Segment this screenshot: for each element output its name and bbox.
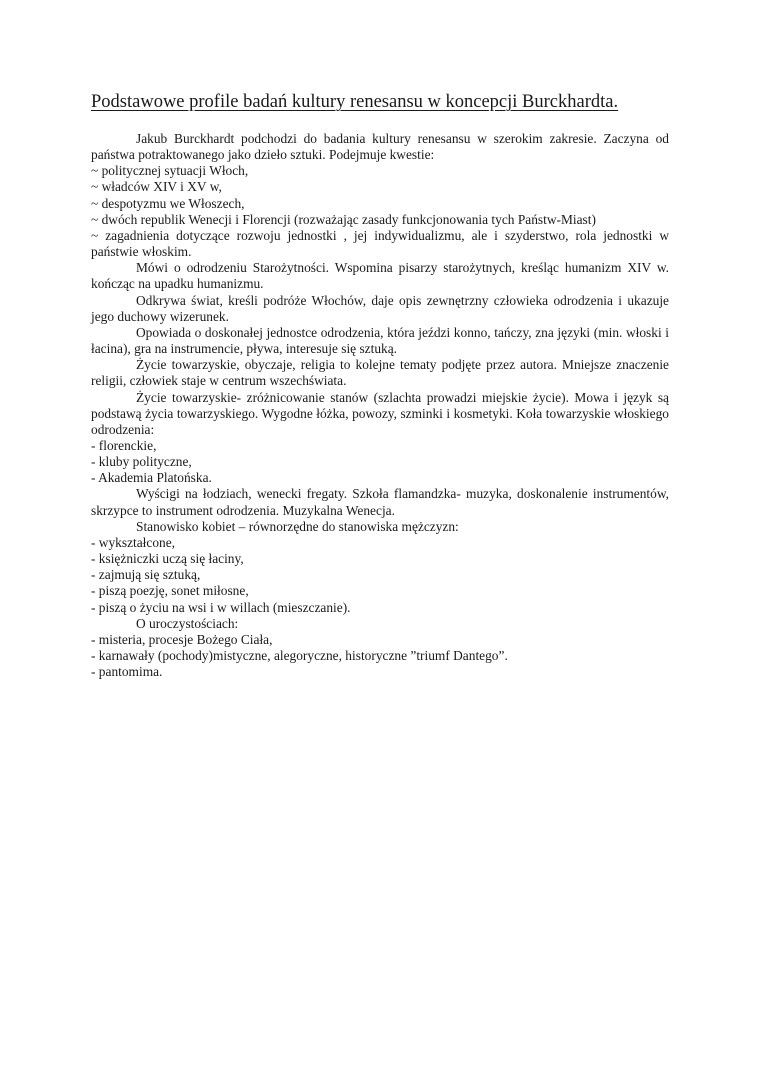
list-item: - zajmują się sztuką, — [91, 567, 201, 583]
paragraph: Życie towarzyskie- zróżnicowanie stanów (szlachta prowadzi miejskie życie). Mowa i język są podstawą życia towarzyskiego. Wygodne łóżka, powozy, szminki i kosmetyki. Koła towarzyskie włoskiego odrodzenia: — [91, 389, 669, 437]
list-item: - kluby polityczne, — [91, 454, 192, 470]
list-item: ~ władców XIV i XV w, — [91, 179, 222, 195]
paragraph: Jakub Burckhardt podchodzi do badania kultury renesansu w szerokim zakresie. Zaczyna od państwa potraktowanego jako dzieło sztuki. Podejmuje kwestie: — [91, 131, 669, 163]
list-item: - piszą poezję, sonet miłosne, — [91, 583, 249, 599]
paragraph: Odkrywa świat, kreśli podróże Włochów, daje opis zewnętrzny człowieka odrodzenia i ukazuje jego duchowy wizerunek. — [91, 292, 669, 324]
document-title: Podstawowe profile badań kultury renesansu w koncepcji Burckhardta. — [91, 92, 619, 112]
list-item: ~ zagadnienia dotyczące rozwoju jednostki , jej indywidualizmu, ale i szyderstwo, rola jednostki w państwie włoskim. — [91, 227, 669, 260]
document-body — [91, 131, 669, 680]
list-item: ~ dwóch republik Wenecji i Florencji (rozważając zasady funkcjonowania tych Państw-Miast) — [91, 211, 596, 227]
list-item: - piszą o życiu na wsi i w willach (mieszczanie). — [91, 599, 351, 615]
list-item: - pantomima. — [91, 664, 163, 680]
paragraph: Mówi o odrodzeniu Starożytności. Wspomina pisarzy starożytnych, kreśląc humanizm XIV w. kończąc na upadku humanizmu. — [91, 260, 669, 292]
list-item: ~ politycznej sytuacji Włoch, — [91, 163, 249, 179]
list-item: - wykształcone, — [91, 534, 176, 550]
list-item: - karnawały (pochody)mistyczne, alegoryczne, historyczne ”triumf Dantego”. — [91, 648, 508, 663]
list-item: - misteria, procesje Bożego Ciała, — [91, 631, 273, 647]
list-item: - florenckie, — [91, 437, 157, 453]
list-item: - księżniczki uczą się łaciny, — [91, 551, 244, 567]
paragraph: Opowiada o doskonałej jednostce odrodzenia, która jeździ konno, tańczy, zna języki (min. włoski i łacina), gra na instrumencie, pływa, interesuje się sztuką. — [91, 324, 669, 357]
paragraph: Stanowisko kobiet – równorzędne do stanowiska mężczyzn: — [136, 518, 459, 534]
list-item: - Akademia Platońska. — [91, 470, 212, 486]
list-item: ~ despotyzmu we Włoszech, — [91, 195, 245, 211]
paragraph: Wyścigi na łodziach, wenecki fregaty. Szkoła flamandzka- muzyka, doskonalenie instrumentów, skrzypce to instrument odrodzenia. Muzykalna Wenecja. — [91, 486, 669, 518]
paragraph: O uroczystościach: — [136, 615, 239, 631]
paragraph: Życie towarzyskie, obyczaje, religia to kolejne tematy podjęte przez autora. Mniejsze znaczenie religii, człowiek staje w centrum wszechświata. — [91, 357, 669, 389]
